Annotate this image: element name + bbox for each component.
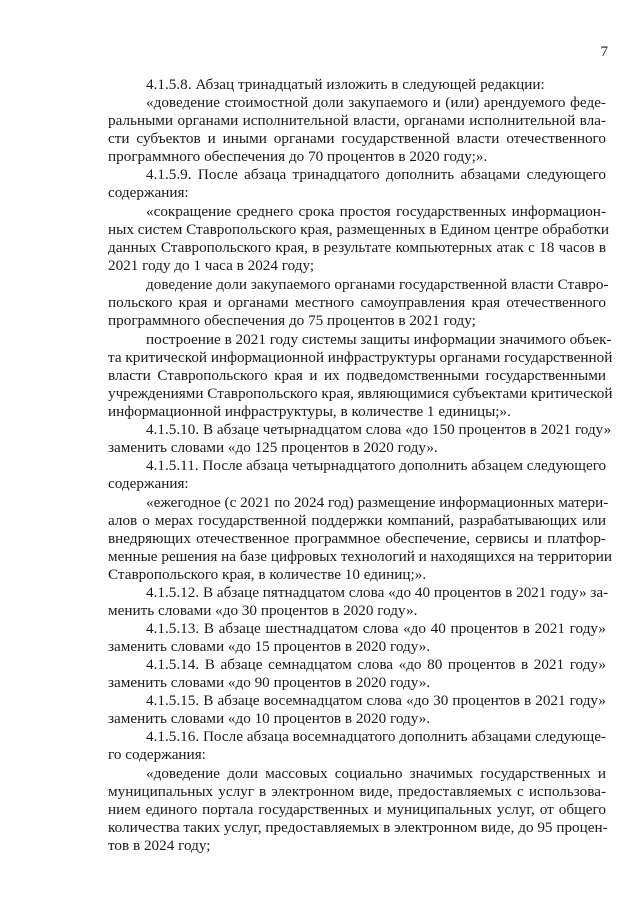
text-line: заменить словами «до 125 процентов в 2020 году». [108, 439, 438, 456]
text-line: тов в 2024 году; [108, 837, 211, 854]
text-line: 4.1.5.8. Абзац тринадцатый изложить в следующей редакции: [146, 76, 545, 93]
text-line: информационной инфраструктуры, в количестве 1 единицы;». [108, 403, 511, 420]
text-line: доведение доли закупаемого органами государственной власти Ставро- [146, 276, 609, 293]
text-line: 4.1.5.12. В абзаце пятнадцатом слова «до 40 процентов в 2021 году» за- [146, 584, 609, 601]
text-line: построение в 2021 году системы защиты информации значимого объек- [146, 331, 612, 348]
text-line: «доведение доли массовых социально значимых государственных и [146, 765, 606, 782]
text-line: «сокращение среднего срока простоя государственных информацион- [146, 203, 606, 220]
text-line: Ставропольского края, в количестве 10 единиц;». [108, 566, 427, 583]
text-line: нием единого портала государственных и муниципальных услуг, от общего [108, 801, 606, 818]
text-line: ральными органами исполнительной власти, органами исполнительной вла- [108, 112, 606, 129]
text-line: ных систем Ставропольского края, размещенных в Едином центре обработки [108, 221, 610, 238]
text-line: содержания: [108, 475, 189, 492]
page-number: 7 [600, 44, 608, 60]
text-line: 4.1.5.9. После абзаца тринадцатого дополнить абзацами следующего [146, 166, 606, 183]
text-line: 4.1.5.11. После абзаца четырнадцатого дополнить абзацем следующего [146, 457, 607, 474]
text-line: заменить словами «до 90 процентов в 2020 году». [108, 674, 431, 691]
text-line: «доведение стоимостной доли закупаемого и (или) арендуемого феде- [146, 94, 606, 111]
text-line: та критической информационной инфраструктуры органами государственной [108, 349, 613, 366]
text-line: программного обеспечения до 70 процентов в 2020 году;». [108, 148, 488, 165]
text-line: учреждениями Ставропольского края, являющимися субъектами критической [108, 385, 613, 402]
text-line: менить словами «до 30 процентов в 2020 году». [108, 602, 418, 619]
text-line: го содержания: [108, 746, 206, 763]
text-line: программного обеспечения до 75 процентов в 2021 году; [108, 312, 476, 329]
text-line: менные решения на базе цифровых технологий и находящихся на территории [108, 548, 613, 565]
text-line: 2021 году до 1 часа в 2024 году; [108, 257, 315, 274]
text-line: заменить словами «до 15 процентов в 2020 году». [108, 638, 431, 655]
text-line: сти субъектов и иными органами государственной власти отечественного [108, 130, 606, 147]
text-line: власти Ставропольского края и их подведомственными государственными [108, 367, 606, 384]
text-line: «ежегодное (с 2021 по 2024 год) размещение информационных матери- [146, 494, 609, 511]
text-line: 4.1.5.13. В абзаце шестнадцатом слова «до 40 процентов в 2021 году» [146, 620, 606, 637]
text-line: муниципальных услуг в электронном виде, предоставляемых с использова- [108, 783, 606, 800]
document-body [108, 76, 613, 855]
text-line: 4.1.5.16. После абзаца восемнадцатого дополнить абзацами следующе- [146, 728, 606, 745]
text-line: алов о мерах государственной поддержки компаний, разрабатывающих или [108, 512, 606, 529]
text-line: заменить словами «до 10 процентов в 2020 году». [108, 710, 431, 727]
text-line: 4.1.5.14. В абзаце семнадцатом слова «до 80 процентов в 2021 году» [146, 656, 606, 673]
text-line: содержания: [108, 184, 189, 201]
text-line: 4.1.5.15. В абзаце восемнадцатом слова «до 30 процентов в 2021 году» [146, 692, 606, 709]
text-line: количества таких услуг, предоставляемых в электронном виде, до 95 процен- [108, 819, 608, 836]
text-line: польского края и органами местного самоуправления края отечественного [108, 294, 606, 311]
text-line: данных Ставропольского края, в результате компьютерных атак с 18 часов в [108, 239, 606, 256]
text-line: 4.1.5.10. В абзаце четырнадцатом слова «до 150 процентов в 2021 году» [146, 421, 612, 438]
text-line: внедряющих отечественное программное обеспечение, сервисы и платфор- [108, 530, 606, 547]
